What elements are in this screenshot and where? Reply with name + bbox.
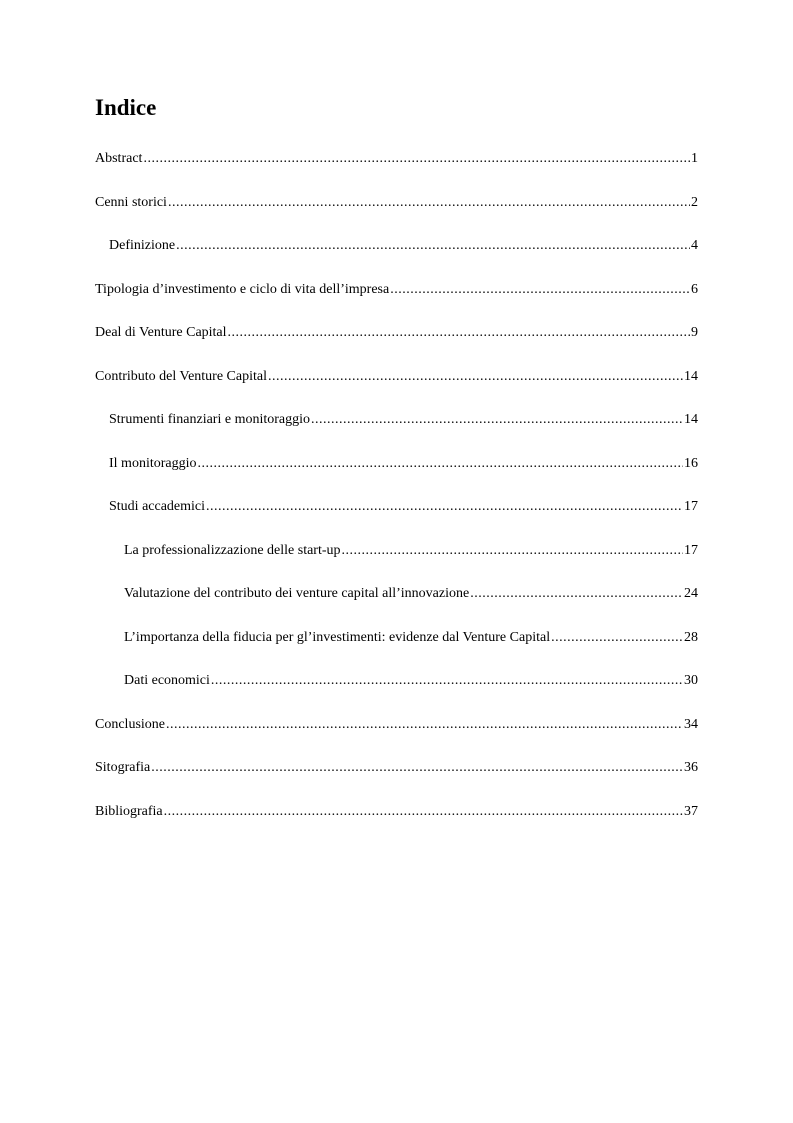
toc-entry-label: Tipologia d’investimento e ciclo di vita dell’impresa — [95, 281, 390, 297]
toc-entry-abstract[interactable] — [95, 146, 698, 190]
toc-entry-label: Sitografia — [95, 760, 151, 775]
toc-page-number: 24 — [684, 586, 698, 601]
toc-entry-label: Definizione — [109, 238, 176, 253]
toc-page-number: 16 — [684, 455, 698, 471]
toc-page-number: 28 — [684, 629, 698, 645]
table-of-contents — [95, 146, 698, 842]
toc-entry-label: Contributo del Venture Capital — [95, 368, 267, 384]
toc-entry-label: Conclusione — [95, 716, 165, 732]
toc-entry-label: Deal di Venture Capital — [95, 325, 227, 340]
toc-dot-leader — [168, 190, 690, 216]
toc-page-number: 34 — [684, 716, 698, 732]
toc-entry-contributo-venture-capital[interactable] — [95, 364, 698, 408]
toc-entry-cenni-storici[interactable] — [95, 190, 698, 234]
toc-entry-label: Strumenti finanziari e monitoraggio — [109, 412, 311, 427]
toc-dot-leader — [268, 364, 683, 390]
toc-page-number: 17 — [684, 542, 698, 558]
toc-page-number: 9 — [691, 325, 698, 340]
toc-entry-professionalizzazione[interactable] — [95, 538, 698, 582]
toc-entry-sitografia[interactable] — [95, 755, 698, 799]
toc-entry-dati-economici[interactable] — [95, 668, 698, 712]
toc-entry-label: Il monitoraggio — [109, 455, 197, 471]
toc-dot-leader — [143, 146, 690, 172]
toc-entry-importanza-fiducia[interactable] — [95, 625, 698, 669]
toc-page-number: 37 — [684, 803, 698, 819]
toc-dot-leader — [211, 668, 683, 694]
toc-entry-label: Bibliografia — [95, 803, 163, 819]
toc-entry-definizione[interactable] — [95, 233, 698, 277]
toc-page-number: 14 — [684, 368, 698, 384]
toc-entry-conclusione[interactable] — [95, 712, 698, 756]
toc-entry-label: Dati economici — [124, 673, 210, 688]
toc-dot-leader — [228, 320, 690, 346]
toc-entry-valutazione-contributo[interactable] — [95, 581, 698, 625]
toc-dot-leader — [342, 538, 683, 564]
toc-entry-tipologia-investimento[interactable] — [95, 277, 698, 321]
toc-entry-studi-accademici[interactable] — [95, 494, 698, 538]
toc-entry-deal-venture-capital[interactable] — [95, 320, 698, 364]
toc-dot-leader — [176, 233, 690, 259]
toc-page-number: 14 — [684, 412, 698, 427]
toc-entry-strumenti-finanziari[interactable] — [95, 407, 698, 451]
toc-dot-leader — [198, 451, 684, 477]
toc-entry-label: Valutazione del contributo dei venture capital all’innovazione — [124, 586, 470, 601]
toc-entry-label: L’importanza della fiducia per gl’investimenti: evidenze dal Venture Capital — [124, 629, 551, 645]
toc-entry-bibliografia[interactable] — [95, 799, 698, 843]
toc-dot-leader — [311, 407, 683, 433]
toc-entry-il-monitoraggio[interactable] — [95, 451, 698, 495]
page-title: Indice — [95, 95, 157, 120]
toc-dot-leader — [151, 755, 683, 781]
toc-page-number: 17 — [684, 499, 698, 514]
toc-dot-leader — [551, 625, 683, 651]
toc-page-number: 2 — [691, 194, 698, 210]
toc-entry-label: Abstract — [95, 151, 143, 166]
toc-entry-label: La professionalizzazione delle start-up — [124, 542, 341, 558]
toc-dot-leader — [470, 581, 683, 607]
toc-dot-leader — [166, 712, 683, 738]
toc-entry-label: Studi accademici — [109, 499, 206, 514]
toc-page-number: 6 — [691, 281, 698, 297]
toc-page-number: 4 — [691, 238, 698, 253]
toc-dot-leader — [164, 799, 683, 825]
toc-page-number: 36 — [684, 760, 698, 775]
toc-page-number: 1 — [691, 151, 698, 166]
toc-dot-leader — [390, 277, 690, 303]
toc-dot-leader — [206, 494, 683, 520]
toc-page-number: 30 — [684, 673, 698, 688]
toc-entry-label: Cenni storici — [95, 194, 167, 210]
